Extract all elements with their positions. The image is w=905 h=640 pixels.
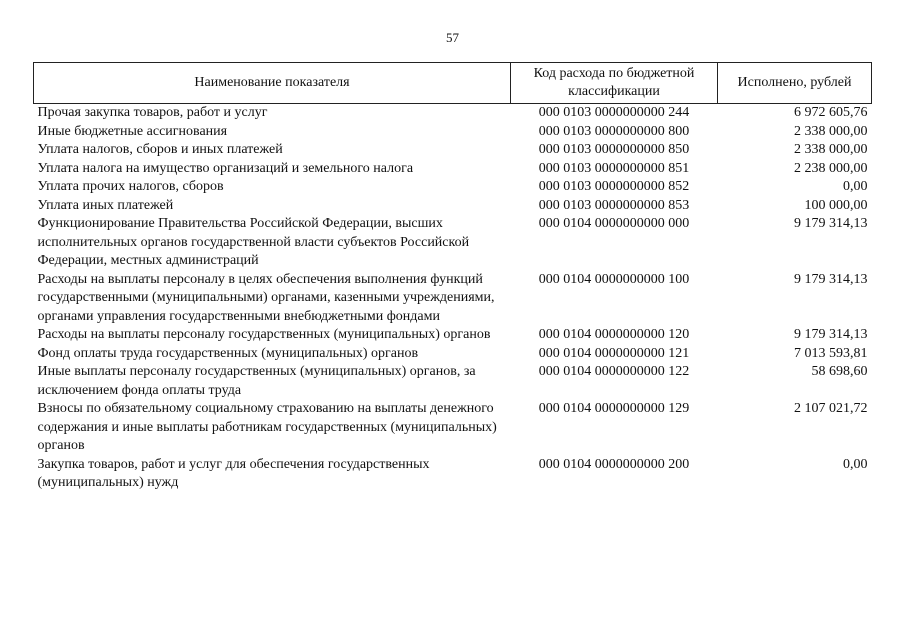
row-value: 100 000,00	[804, 197, 868, 213]
row-value: 58 698,60	[811, 364, 868, 379]
row-value: 6 972 605,76	[794, 105, 868, 120]
row-value: 9 179 314,13	[794, 271, 868, 287]
row-value: 2 238 000,00	[794, 160, 868, 176]
table-header-row	[34, 63, 872, 104]
budget-execution-table	[33, 62, 872, 493]
table-row	[34, 326, 872, 345]
table-row	[34, 178, 872, 197]
header-code: Код расхода по бюджетной классификации	[511, 63, 718, 104]
row-value: 9 179 314,13	[794, 327, 868, 342]
header-name: Наименование показателя	[34, 63, 511, 104]
table-row	[34, 123, 872, 142]
row-code: 000 0104 0000000000 129	[538, 401, 690, 416]
row-code: 000 0103 0000000000 852	[538, 179, 690, 194]
row-name: Прочая закупка товаров, работ и услуг	[37, 105, 268, 120]
row-value: 7 013 593,81	[794, 345, 868, 361]
row-value: 2 338 000,00	[794, 142, 868, 157]
row-value: 2 338 000,00	[794, 123, 868, 139]
table-row	[34, 345, 872, 364]
row-code: 000 0104 0000000000 122	[538, 364, 690, 379]
row-name: Расходы на выплаты персоналу в целях обеспечения выполнения функций государственными (муниципальными) органами, казенными учреждениями, органами управления государственными внебюджетными фондами	[37, 271, 495, 324]
row-value: 9 179 314,13	[794, 216, 868, 231]
row-value: 0,00	[843, 179, 868, 194]
row-code: 000 0104 0000000000 200	[538, 456, 690, 472]
table-row	[34, 363, 872, 400]
row-name: Расходы на выплаты персоналу государственных (муниципальных) органов	[37, 327, 491, 342]
row-name: Взносы по обязательному социальному страхованию на выплаты денежного содержания и иные выплаты работникам государственных (муниципальных) органов	[37, 401, 497, 453]
row-name: Иные выплаты персоналу государственных (муниципальных) органов, за исключением фонда оплаты труда	[37, 364, 476, 398]
row-code: 000 0103 0000000000 244	[538, 105, 690, 120]
row-code: 000 0104 0000000000 120	[538, 327, 690, 342]
row-name: Фонд оплаты труда государственных (муниципальных) органов	[37, 345, 419, 361]
row-code: 000 0103 0000000000 851	[538, 160, 690, 176]
row-code: 000 0103 0000000000 853	[538, 197, 690, 213]
table-row	[34, 160, 872, 179]
table-row	[34, 215, 872, 271]
row-value: 0,00	[843, 456, 868, 472]
page-number: 57	[446, 30, 459, 45]
row-code: 000 0104 0000000000 121	[538, 345, 690, 361]
row-code: 000 0103 0000000000 800	[538, 123, 690, 139]
header-value: Исполнено, рублей	[718, 63, 872, 104]
row-value: 2 107 021,72	[794, 401, 868, 416]
row-code: 000 0104 0000000000 100	[538, 271, 690, 287]
table-row	[34, 271, 872, 327]
row-name: Закупка товаров, работ и услуг для обеспечения государственных (муниципальных) нужд	[37, 456, 430, 490]
row-name: Иные бюджетные ассигнования	[37, 123, 228, 139]
row-name: Функционирование Правительства Российской Федерации, высших исполнительных органов государственной власти субъектов Российской Федерации, местных администраций	[37, 216, 470, 268]
row-code: 000 0103 0000000000 850	[538, 142, 690, 157]
row-name: Уплата налогов, сборов и иных платежей	[37, 142, 283, 157]
row-name: Уплата прочих налогов, сборов	[37, 179, 224, 194]
row-name: Уплата иных платежей	[37, 197, 174, 213]
row-name: Уплата налога на имущество организаций и земельного налога	[37, 160, 414, 176]
table-row	[34, 400, 872, 456]
table-row	[34, 456, 872, 493]
table-row	[34, 141, 872, 160]
row-code: 000 0104 0000000000 000	[538, 216, 690, 231]
table-row	[34, 104, 872, 123]
table-row	[34, 197, 872, 216]
